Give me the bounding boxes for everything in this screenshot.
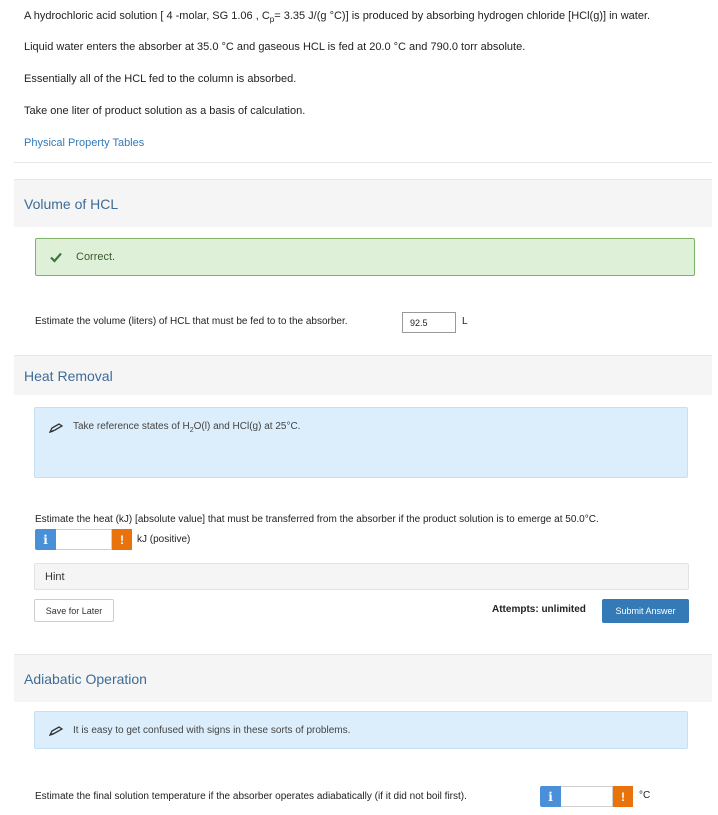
heat-note bbox=[49, 421, 300, 434]
intro-line-3: Essentially all of the HCL fed to the column is absorbed. bbox=[24, 73, 297, 85]
volume-unit: L bbox=[462, 316, 468, 327]
heat-note-box bbox=[34, 407, 688, 478]
check-icon bbox=[50, 251, 62, 263]
section-heat-title: Heat Removal bbox=[24, 367, 113, 384]
heat-note-pre: Take reference states of H bbox=[73, 421, 190, 432]
section-volume-title: Volume of HCL bbox=[24, 195, 119, 212]
adiabatic-unit: °C bbox=[639, 790, 651, 801]
pencil-icon bbox=[49, 726, 63, 736]
correct-alert bbox=[35, 238, 695, 276]
physical-property-tables-link[interactable]: Physical Property Tables bbox=[24, 137, 145, 149]
adiabatic-note-text: It is easy to get confused with signs in these sorts of problems. bbox=[73, 725, 351, 736]
heat-answer-input[interactable] bbox=[56, 529, 112, 550]
adiabatic-note-box bbox=[34, 711, 688, 749]
divider bbox=[14, 162, 712, 163]
adiabatic-answer-input[interactable] bbox=[561, 786, 613, 807]
h2o-subscript: 2 bbox=[189, 427, 194, 434]
section-adiabatic-header bbox=[14, 654, 712, 702]
volume-question: Estimate the volume (liters) of HCL that must be fed to to the absorber. bbox=[35, 316, 348, 327]
intro-line-2: Liquid water enters the absorber at 35.0 °C and gaseous HCL is fed at 20.0 °C and 790.0 torr absolute. bbox=[24, 41, 526, 53]
intro-line-1-text: A hydrochloric acid solution [ 4 -molar, SG 1.06 , C bbox=[24, 10, 270, 22]
adiabatic-question: Estimate the final solution temperature if the absorber operates adiabatically (if it did not boil first). bbox=[35, 791, 467, 802]
info-icon[interactable]: i bbox=[540, 786, 561, 807]
hint-label: Hint bbox=[45, 570, 65, 583]
section-volume-header bbox=[14, 179, 712, 227]
attempts-label: Attempts: unlimited bbox=[492, 604, 586, 615]
submit-answer-button[interactable]: Submit Answer bbox=[602, 599, 689, 623]
intro-line-1 bbox=[24, 10, 650, 24]
pencil-icon bbox=[49, 423, 63, 433]
save-for-later-button[interactable]: Save for Later bbox=[34, 599, 114, 622]
section-heat-header bbox=[14, 355, 712, 395]
correct-alert-text: Correct. bbox=[76, 251, 116, 263]
info-icon[interactable]: i bbox=[35, 529, 56, 550]
warning-icon: ! bbox=[112, 529, 132, 550]
hint-toggle[interactable] bbox=[34, 563, 689, 590]
intro-line-1-tail: = 3.35 J/(g °C)] is produced by absorbing hydrogen chloride [HCl(g)] in water. bbox=[274, 10, 651, 22]
section-adiabatic-title: Adiabatic Operation bbox=[24, 670, 147, 687]
heat-note-post: O(l) and HCl(g) at 25°C. bbox=[193, 421, 301, 432]
heat-question: Estimate the heat (kJ) [absolute value] that must be transferred from the absorber if the product solution is to emerge at 50.0°C. bbox=[35, 514, 599, 525]
cp-subscript: p bbox=[269, 15, 275, 25]
volume-answer-input[interactable]: 92.5 bbox=[402, 312, 456, 333]
warning-icon: ! bbox=[613, 786, 633, 807]
heat-note-text bbox=[73, 421, 300, 434]
adiabatic-note bbox=[49, 725, 350, 736]
intro-line-4: Take one liter of product solution as a basis of calculation. bbox=[24, 105, 306, 117]
heat-unit: kJ (positive) bbox=[137, 534, 191, 545]
